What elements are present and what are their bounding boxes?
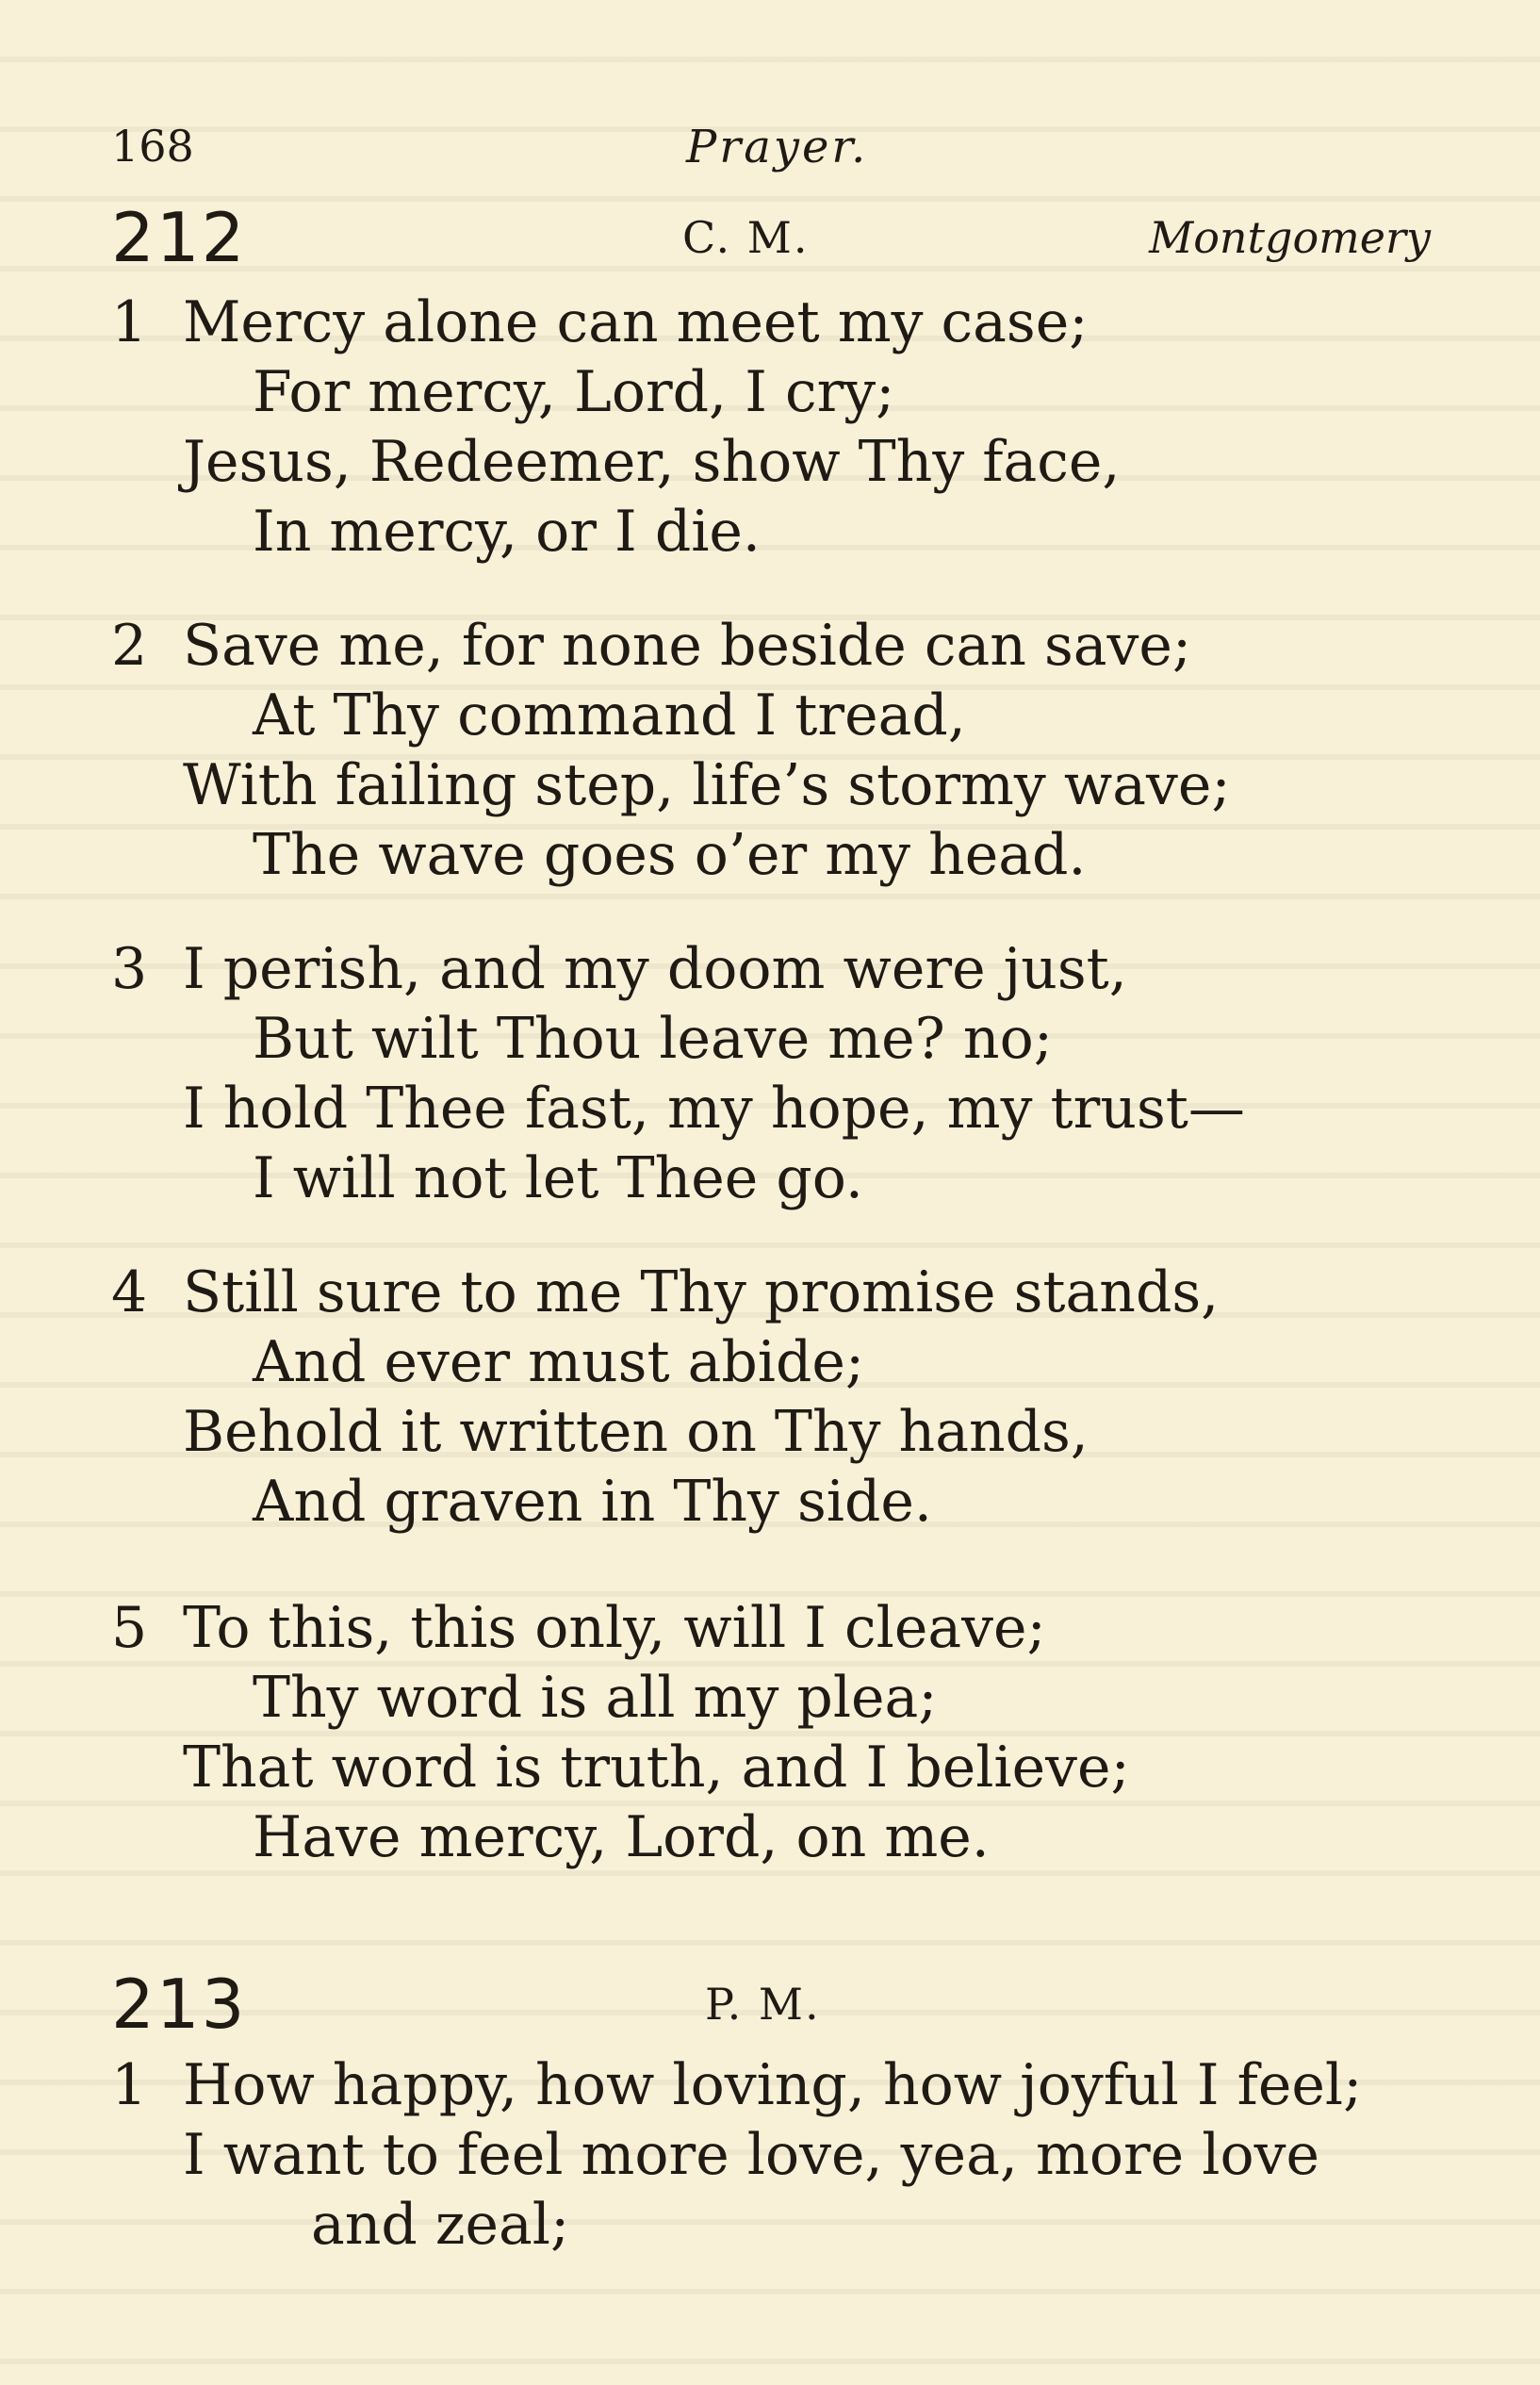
running-head (111, 121, 1431, 177)
verse-line: I will not let Thee go. (253, 1145, 863, 1211)
verse-line: At Thy command I tread, (253, 683, 966, 748)
verse-line: The wave goes o’er my head. (253, 822, 1087, 888)
verse (111, 611, 1450, 890)
verse-line: And graven in Thy side. (253, 1469, 932, 1535)
verse-line: In mercy, or I die. (253, 499, 762, 565)
hymn-author: Montgomery (1149, 212, 1431, 263)
running-title: Prayer. (686, 121, 869, 173)
verse-number: 1 (111, 2052, 148, 2118)
verse (111, 934, 1450, 1213)
verse-line: 1 Mercy alone can meet my case; (111, 289, 1089, 355)
verse-line: 5 To this, this only, will I cleave; (111, 1595, 1046, 1661)
hymn-number: 212 (111, 198, 247, 277)
verse-line: 1 How happy, how loving, how joyful I feel; (111, 2052, 1363, 2118)
verse-line: Have mercy, Lord, on me. (253, 1804, 990, 1870)
hymn-header (111, 198, 1431, 279)
verse (111, 288, 1450, 567)
verse-line: I want to feel more love, yea, more love (183, 2122, 1319, 2188)
verse-line: For mercy, Lord, I cry; (253, 359, 895, 425)
verse-line: That word is truth, and I believe; (183, 1735, 1130, 1801)
hymn-number: 213 (111, 1965, 247, 2044)
hymn-meter: P. M. (705, 1979, 821, 2030)
verse-line: With failing step, life’s stormy wave; (183, 752, 1231, 818)
verse-number: 5 (111, 1595, 148, 1661)
page-number: 168 (111, 121, 194, 172)
hymn-header (111, 1965, 1431, 2046)
verse (111, 2050, 1450, 2260)
verse-number: 4 (111, 1259, 148, 1325)
verse (111, 1593, 1450, 1872)
verse-line: 4 Still sure to me Thy promise stands, (111, 1259, 1220, 1325)
verse-line: 2 Save me, for none beside can save; (111, 613, 1192, 679)
verse-line: 3 I perish, and my doom were just, (111, 936, 1127, 1002)
verse-line: Thy word is all my plea; (253, 1665, 938, 1731)
verse-line: Jesus, Redeemer, show Thy face, (183, 429, 1121, 495)
verse-line: Behold it written on Thy hands, (183, 1399, 1089, 1465)
verse-number: 2 (111, 613, 148, 679)
verse-number: 1 (111, 289, 148, 355)
verse-line: I hold Thee fast, my hope, my trust— (183, 1076, 1245, 1142)
hymn-meter: C. M. (682, 212, 810, 263)
verse-line: And ever must abide; (253, 1329, 865, 1395)
verse-number: 3 (111, 936, 148, 1002)
verse-line: But wilt Thou leave me? no; (253, 1006, 1053, 1072)
verse (111, 1258, 1450, 1537)
verse-line: and zeal; (311, 2192, 570, 2258)
